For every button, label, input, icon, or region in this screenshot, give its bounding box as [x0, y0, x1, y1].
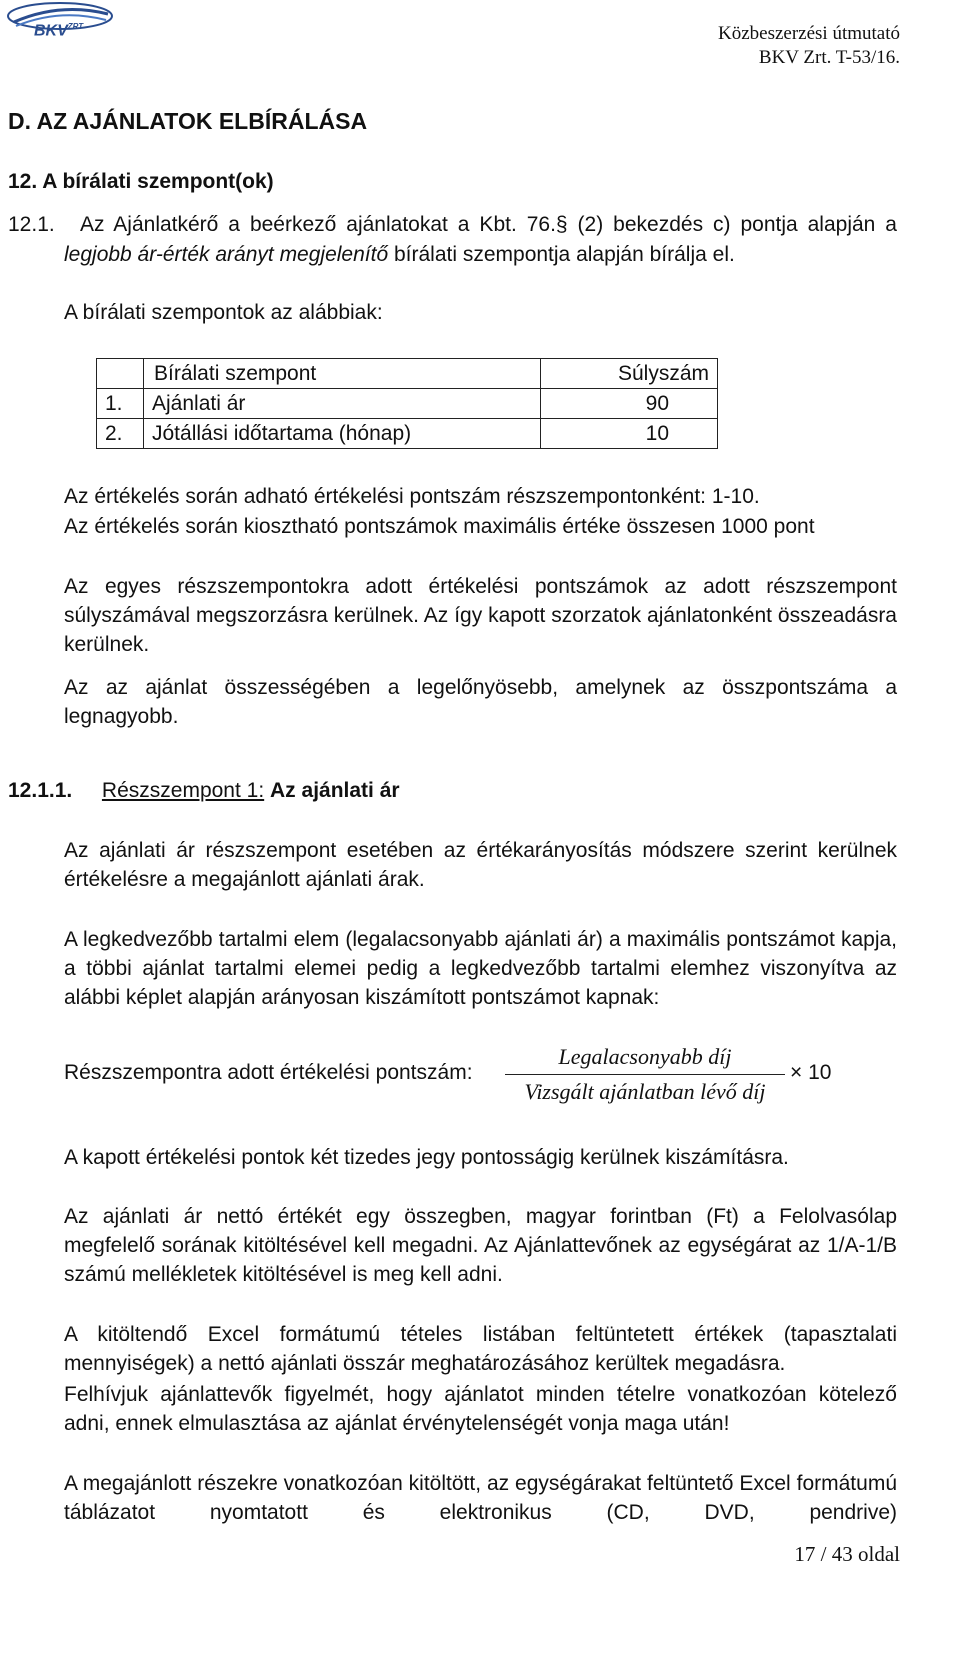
document-header [718, 22, 900, 70]
table-row-no: 1. [97, 389, 144, 419]
table-row-criterion: Jótállási időtartama (hónap) [144, 419, 541, 449]
table-row-weight: 90 [541, 389, 718, 419]
fraction-line [505, 1074, 785, 1075]
paragraph-formula-intro: A legkedvezőbb tartalmi elem (legalacsonyabb ajánlati ár) a maximális pontszámot kapja, a többi ajánlat tartalmi elemei pedig a legkedvezőbb tartalmi elemhez viszonyítva az alábbi képlet alapján arányosan kiszámított pontszámot kapnak: [64, 928, 897, 1009]
paragraph-number-12-1: 12.1. [8, 213, 55, 236]
table-row [97, 389, 718, 419]
header-code: BKV Zrt. T-53/16. [758, 47, 900, 68]
paragraph-12-1-rest: bírálati szempontja alapján bírálja el. [388, 243, 735, 266]
logo-text: BKV [34, 22, 68, 40]
paragraph-submit: A megajánlott részekre vonatkozóan kitöltött, az egységárakat feltüntető Excel formátumú táblázatot nyomtatott és elektronikus (CD, DVD, pendrive) [64, 1472, 897, 1524]
formula-numerator: Legalacsonyabb díj [558, 1044, 732, 1069]
subsection-title-text: Az ajánlati ár [270, 779, 400, 802]
page-number: 17 / 43 oldal [794, 1542, 900, 1566]
formula-label: Részszempontra adott értékelési pontszám: [64, 1061, 473, 1084]
paragraph-method: Az ajánlati ár részszempont esetében az értékarányosítás módszere szerint kerülnek értékelésre a megajánlott ajánlati árak. [64, 839, 897, 891]
paragraph-score-range: Az értékelés során adható értékelési pontszám részszempontonként: 1-10. [64, 485, 760, 508]
paragraph-decimals: A kapott értékelési pontok két tizedes jegy pontosságig kerülnek kiszámításra. [64, 1146, 789, 1169]
paragraph-best-offer: Az az ajánlat összességében a legelőnyösebb, amelynek az összpontszáma a legnagyobb. [64, 676, 897, 728]
formula-fraction [505, 1042, 785, 1107]
formula-denominator: Vizsgált ajánlatban lévő díj [524, 1079, 766, 1104]
paragraph-weighting: Az egyes részszempontokra adott értékelési pontszámok az adott részszempont súlyszámával megszorzásra kerülnek. Az így kapott szorzatok ajánlatonként összeadásra kerülnek. [64, 575, 897, 656]
paragraph-attention: Felhívjuk ajánlattevők figyelmét, hogy ajánlatot minden tételre vonatkozóan kötelező adni, ennek elmulasztása az ajánlat érvénytelenségét vonja maga után! [64, 1383, 897, 1435]
subsection-label: Részszempont 1: [101, 779, 265, 802]
table-header-weight: Súlyszám [541, 359, 718, 389]
logo-sup: ZRT [67, 22, 84, 31]
table-row-criterion: Ajánlati ár [144, 389, 541, 419]
header-title: Közbeszerzési útmutató [717, 23, 900, 44]
subsection-title: 12. A bírálati szempont(ok) [8, 170, 274, 193]
table-row-weight: 10 [541, 419, 718, 449]
section-title: D. AZ AJÁNLATOK ELBÍRÁLÁSA [8, 108, 368, 134]
paragraph-score-max: Az értékelés során kiosztható pontszámok maximális értéke összesen 1000 pont [64, 515, 815, 538]
paragraph-12-1-line2 [64, 240, 897, 269]
paragraph-net-price: Az ajánlati ár nettó értékét egy összegben, magyar forintban (Ft) a Felolvasólap megfelelő sorának kitöltésével kell megadni. Az Ajánlattevőnek az egységárat az 1/A-1/B számú mellékletek kitöltésével is meg kell adni. [64, 1205, 897, 1286]
table-header-no [97, 359, 144, 389]
subsection-number: 12.1.1. [8, 779, 73, 802]
subsection-12-1-1 [8, 776, 400, 805]
table-header-criterion: Bírálati szempont [144, 359, 541, 389]
paragraph-12-1-line1: Az Ajánlatkérő a beérkező ajánlatokat a Kbt. 76.§ (2) bekezdés c) pontja alapján a [80, 213, 897, 236]
italic-phrase: legjobb ár-érték arányt megjelenítő [64, 243, 389, 266]
table-row-no: 2. [97, 419, 144, 449]
table-row [97, 419, 718, 449]
paragraph-excel-list: A kitöltendő Excel formátumú tételes listában feltüntetett értékek (tapasztalati mennyiségek) a nettó ajánlati összár meghatározásához kerültek megadásra. [64, 1323, 897, 1375]
criteria-table [96, 358, 718, 449]
formula-multiplier: × 10 [790, 1061, 832, 1084]
criteria-intro: A bírálati szempontok az alábbiak: [64, 301, 383, 324]
bkv-logo [4, 0, 116, 44]
table-header-row [97, 359, 718, 389]
